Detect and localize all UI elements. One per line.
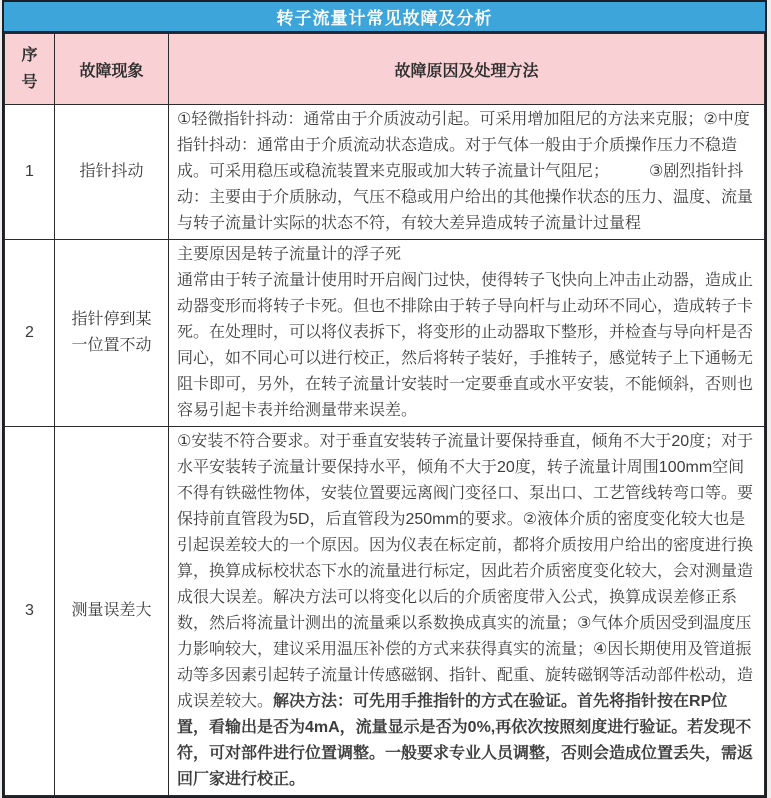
phenomenon-cell: 指针停到某一位置不动 xyxy=(55,240,169,427)
table-row xyxy=(5,105,765,240)
seq-cell: 2 xyxy=(5,240,55,427)
header-seq xyxy=(5,34,55,105)
cause-text: ①安装不符合要求。对于垂直安装转子流量计要保持垂直，倾角不大于20度；对于水平安装转子流量计要保持水平，倾角不大于20度，转子流量计周围100mm空间不得有铁磁性物体，安装位置要远离阀门变径口、泵出口、工艺管线转弯口等。要保持前直管段为5D，后直管段为250mm的要求。②液体介质的密度变化较大也是引起误差较大的一个原因。因为仪表在标定前，都将介质按用户给出的密度进行换算，换算成标校状态下水的流量进行标定，因此若介质密度变化较大，会对测量造成很大误差。解决方法可以将变化以后的介质密度带入公式，换算成误差修正系数，然后将流量计测出的流量乘以系数换成真实的流量；③气体介质因受到温度压力影响较大，建议采用温压补偿的方式来获得真实的流量；④因长期使用及管道振动等多因素引起转子流量计传感磁钢、指针、配重、旋转磁钢等活动部件松动，造成误差较大。 xyxy=(177,433,754,710)
seq-cell: 3 xyxy=(5,427,55,796)
phenomenon-cell: 测量误差大 xyxy=(55,427,169,796)
fault-analysis-document xyxy=(2,0,767,798)
cause-cell xyxy=(169,240,765,427)
phenomenon-cell: 指针抖动 xyxy=(55,105,169,240)
header-cause: 故障原因及处理方法 xyxy=(169,34,765,105)
cause-text-line1: 主要原因是转子流量计的浮子死 xyxy=(177,246,402,263)
table-title-bar xyxy=(4,2,765,33)
cause-cell xyxy=(169,105,765,240)
cause-text-body: 通常由于转子流量计使用时开启阀门过快，使得转子飞快向上冲击止动器，造成止动器变形而将转子卡死。但也不排除由于转子导向杆与止动环不同心，造成转子卡死。在处理时，可以将仪表拆下，将变形的止动器取下整形，并检查与导向杆是否同心，如不同心可以进行校正，然后将转子装好，手推转子，感觉转子上下通畅无阻卡即可，另外，在转子流量计安装时一定要垂直或水平安装，不能倾斜，否则也容易引起卡表并给测量带来误差。 xyxy=(177,272,754,419)
header-seq-label: 序号 xyxy=(21,46,38,91)
header-row xyxy=(5,34,765,105)
fault-table xyxy=(4,33,765,796)
cause-text: ①轻微指针抖动：通常由于介质波动引起。可采用增加阻尼的方法来克服；②中度指针抖动：通常由于介质流动状态造成。对于气体一般由于介质操作压力不稳造成。可采用稳压或稳流装置来克服或加大转子流量计气阻尼； ③剧烈指针抖动：主要由于介质脉动，气压不稳或用户给出的其他操作状态的压力、温度、流量与转子流量计实际的状态不符，有较大差异造成转子流量计过量程 xyxy=(177,111,754,232)
header-phenomenon: 故障现象 xyxy=(55,34,169,105)
table-row xyxy=(5,240,765,427)
cause-cell xyxy=(169,427,765,796)
table-title: 转子流量计常见故障及分析 xyxy=(276,9,493,28)
cause-text-emphasis: 解决方法：可先用手推指针的方式在验证。首先将指针按在RP位置，看输出是否为4mA，流量显示是否为0%,再依次按照刻度进行验证。若发现不符，可对部件进行位置调整。一般要求专业人员调整，否则会造成位置丢失，需返回厂家进行校正。 xyxy=(177,693,754,788)
table-row xyxy=(5,427,765,796)
seq-cell: 1 xyxy=(5,105,55,240)
